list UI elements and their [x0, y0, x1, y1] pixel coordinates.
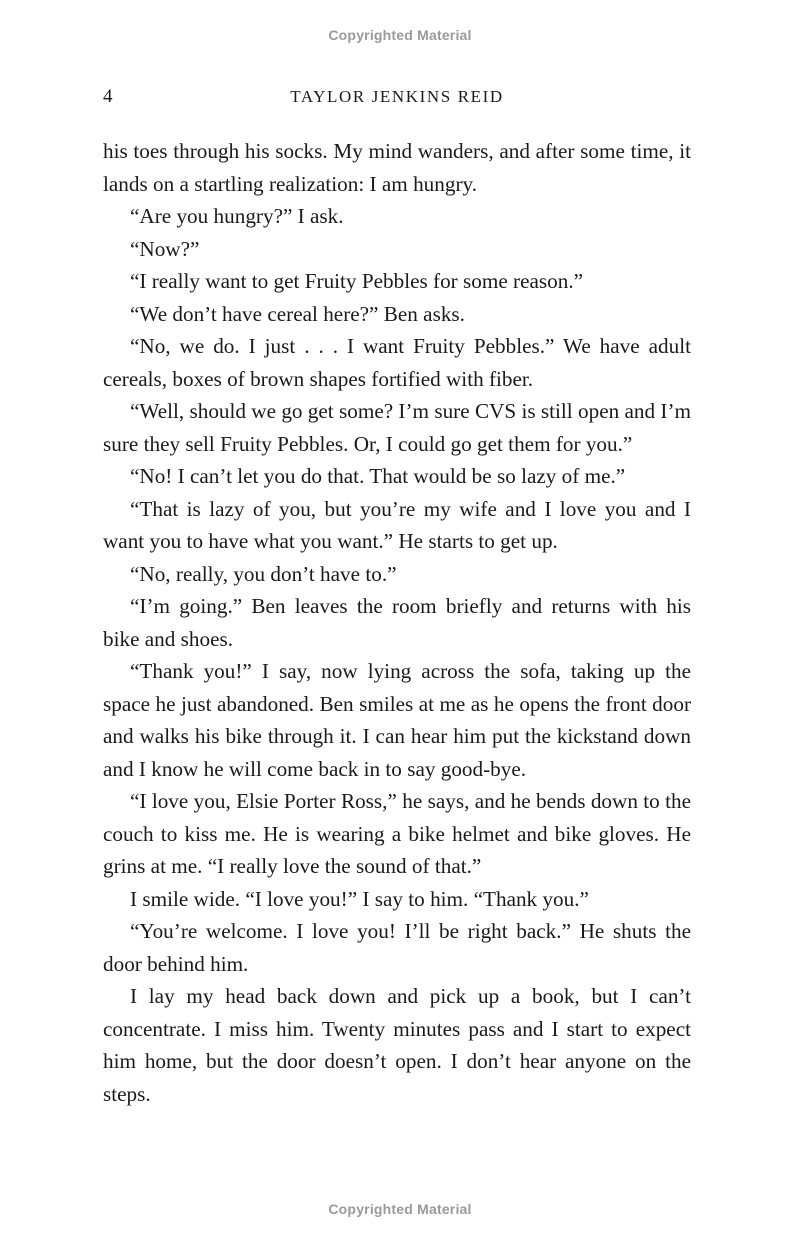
- paragraph: I lay my head back down and pick up a book, but I can’t concentrate. I miss him. Twenty minutes pass and I start to expect him home, but the door doesn’t open. I don’t hear anyone on the steps.: [103, 984, 691, 1106]
- running-head-author: TAYLOR JENKINS REID: [290, 87, 504, 106]
- copyright-watermark-top: Copyrighted Material: [328, 27, 472, 43]
- running-header: [103, 86, 691, 112]
- paragraph: “That is lazy of you, but you’re my wife and I love you and I want you to have what you want.” He starts to get up.: [103, 496, 691, 553]
- paragraph: “You’re welcome. I love you! I’ll be right back.” He shuts the door behind him.: [103, 919, 691, 976]
- paragraph: “Now?”: [130, 236, 200, 261]
- paragraph: I smile wide. “I love you!” I say to him. “Thank you.”: [130, 886, 589, 911]
- paragraph: “No, we do. I just . . . I want Fruity Pebbles.” We have adult cereals, boxes of brown shapes fortified with fiber.: [103, 334, 691, 391]
- paragraph: “Well, should we go get some? I’m sure CVS is still open and I’m sure they sell Fruity Pebbles. Or, I could go get them for you.”: [103, 399, 691, 456]
- paragraph: “No! I can’t let you do that. That would be so lazy of me.”: [130, 464, 626, 488]
- paragraph: “Are you hungry?” I ask.: [130, 204, 344, 228]
- paragraph: his toes through his socks. My mind wanders, and after some time, it lands on a startling realization: I am hungry.: [103, 139, 691, 196]
- body-text: [103, 135, 691, 1110]
- paragraph: “I’m going.” Ben leaves the room briefly and returns with his bike and shoes.: [103, 594, 691, 651]
- paragraph: “Thank you!” I say, now lying across the sofa, taking up the space he just abandoned. Ben smiles at me as he opens the front door and walks his bike through it. I can hear him put the kickstand down and I know he will come back in to say good-bye.: [103, 659, 691, 781]
- paragraph: “We don’t have cereal here?” Ben asks.: [130, 301, 465, 326]
- paragraph: “No, really, you don’t have to.”: [130, 561, 397, 586]
- page-number: 4: [103, 86, 113, 107]
- paragraph: “I really want to get Fruity Pebbles for some reason.”: [130, 269, 584, 293]
- copyright-watermark-bottom: Copyrighted Material: [328, 1201, 472, 1217]
- paragraph: “I love you, Elsie Porter Ross,” he says, and he bends down to the couch to kiss me. He is wearing a bike helmet and bike gloves. He grins at me. “I really love the sound of that.”: [103, 789, 691, 878]
